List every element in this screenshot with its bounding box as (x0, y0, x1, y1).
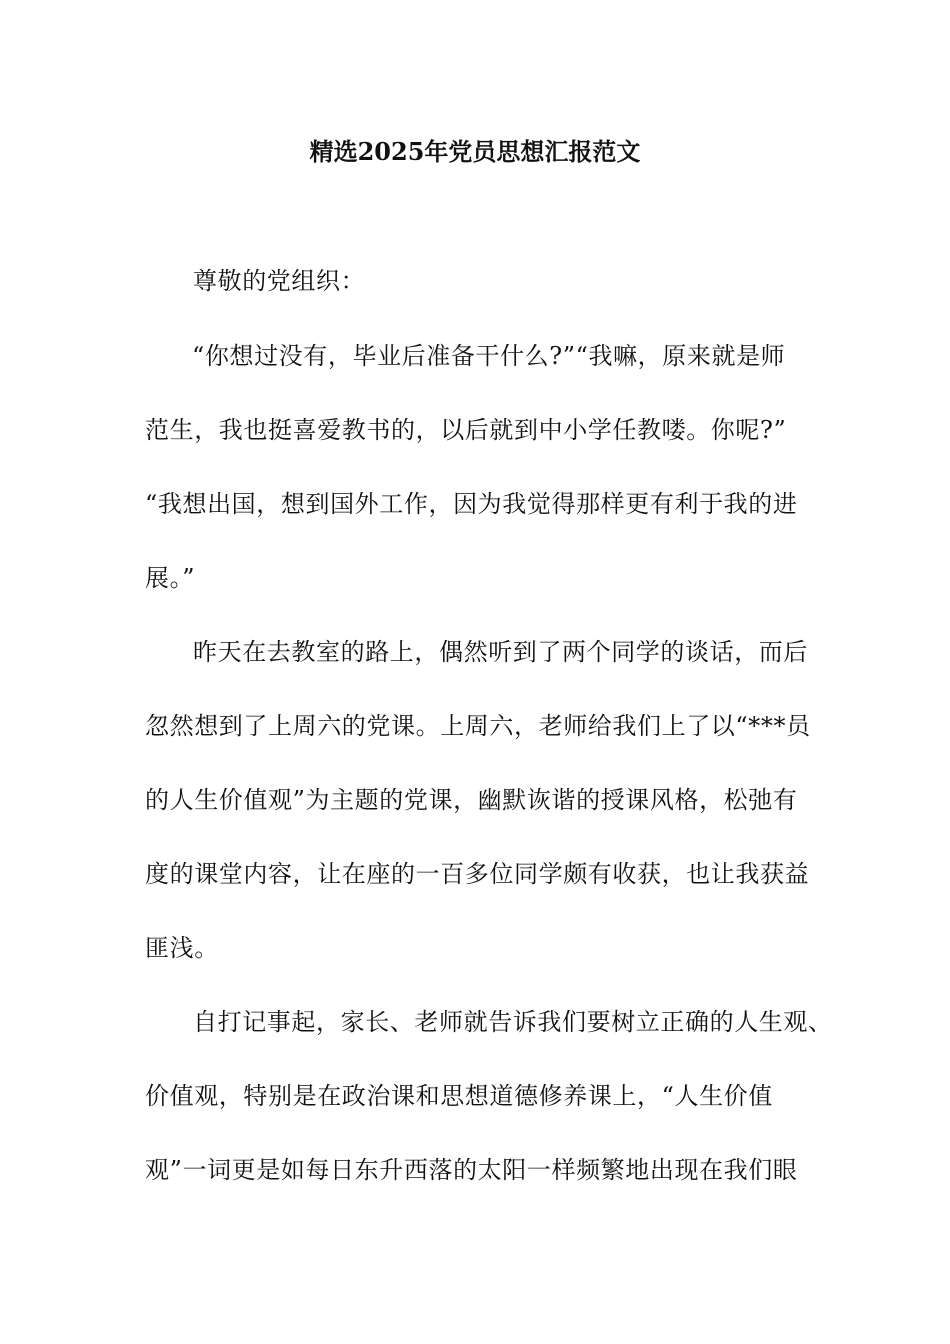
paragraph-2-line-1: 昨天在去教室的路上，偶然听到了两个同学的谈话，而后 (193, 638, 808, 666)
paragraph-1-line-1: “你想过没有，毕业后准备干什么?”“我嘛，原来就是师 (192, 342, 786, 370)
paragraph-2-line-4: 度的课堂内容，让在座的一百多位同学颇有收获，也让我获益 (145, 860, 810, 888)
paragraph-3-line-1: 自打记事起，家长、老师就告诉我们要树立正确的人生观、 (193, 1008, 833, 1036)
paragraph-2-line-2: 忽然想到了上周六的党课。上周六，老师给我们上了以“***员 (145, 712, 811, 740)
paragraph-2-line-5: 匪浅。 (145, 934, 219, 962)
paragraph-3-line-2: 价值观，特别是在政治课和思想道德修养课上，“人生价值 (145, 1082, 773, 1110)
paragraph-1-line-4: 展。” (145, 564, 196, 592)
paragraph-2-line-3: 的人生价值观”为主题的党课，幽默诙谐的授课风格，松弛有 (145, 786, 798, 814)
paragraph-3-line-3: 观”一词更是如每日东升西落的太阳一样频繁地出现在我们眼 (145, 1156, 798, 1184)
paragraph-1-line-3: “我想出国，想到国外工作，因为我觉得那样更有利于我的进 (145, 490, 798, 518)
paragraph-1-line-2: 范生，我也挺喜爱教书的，以后就到中小学任教喽。你呢?” (145, 416, 787, 444)
salutation: 尊敬的党组织： (193, 267, 366, 295)
document-title: 精选2025年党员思想汇报范文 (309, 137, 641, 166)
